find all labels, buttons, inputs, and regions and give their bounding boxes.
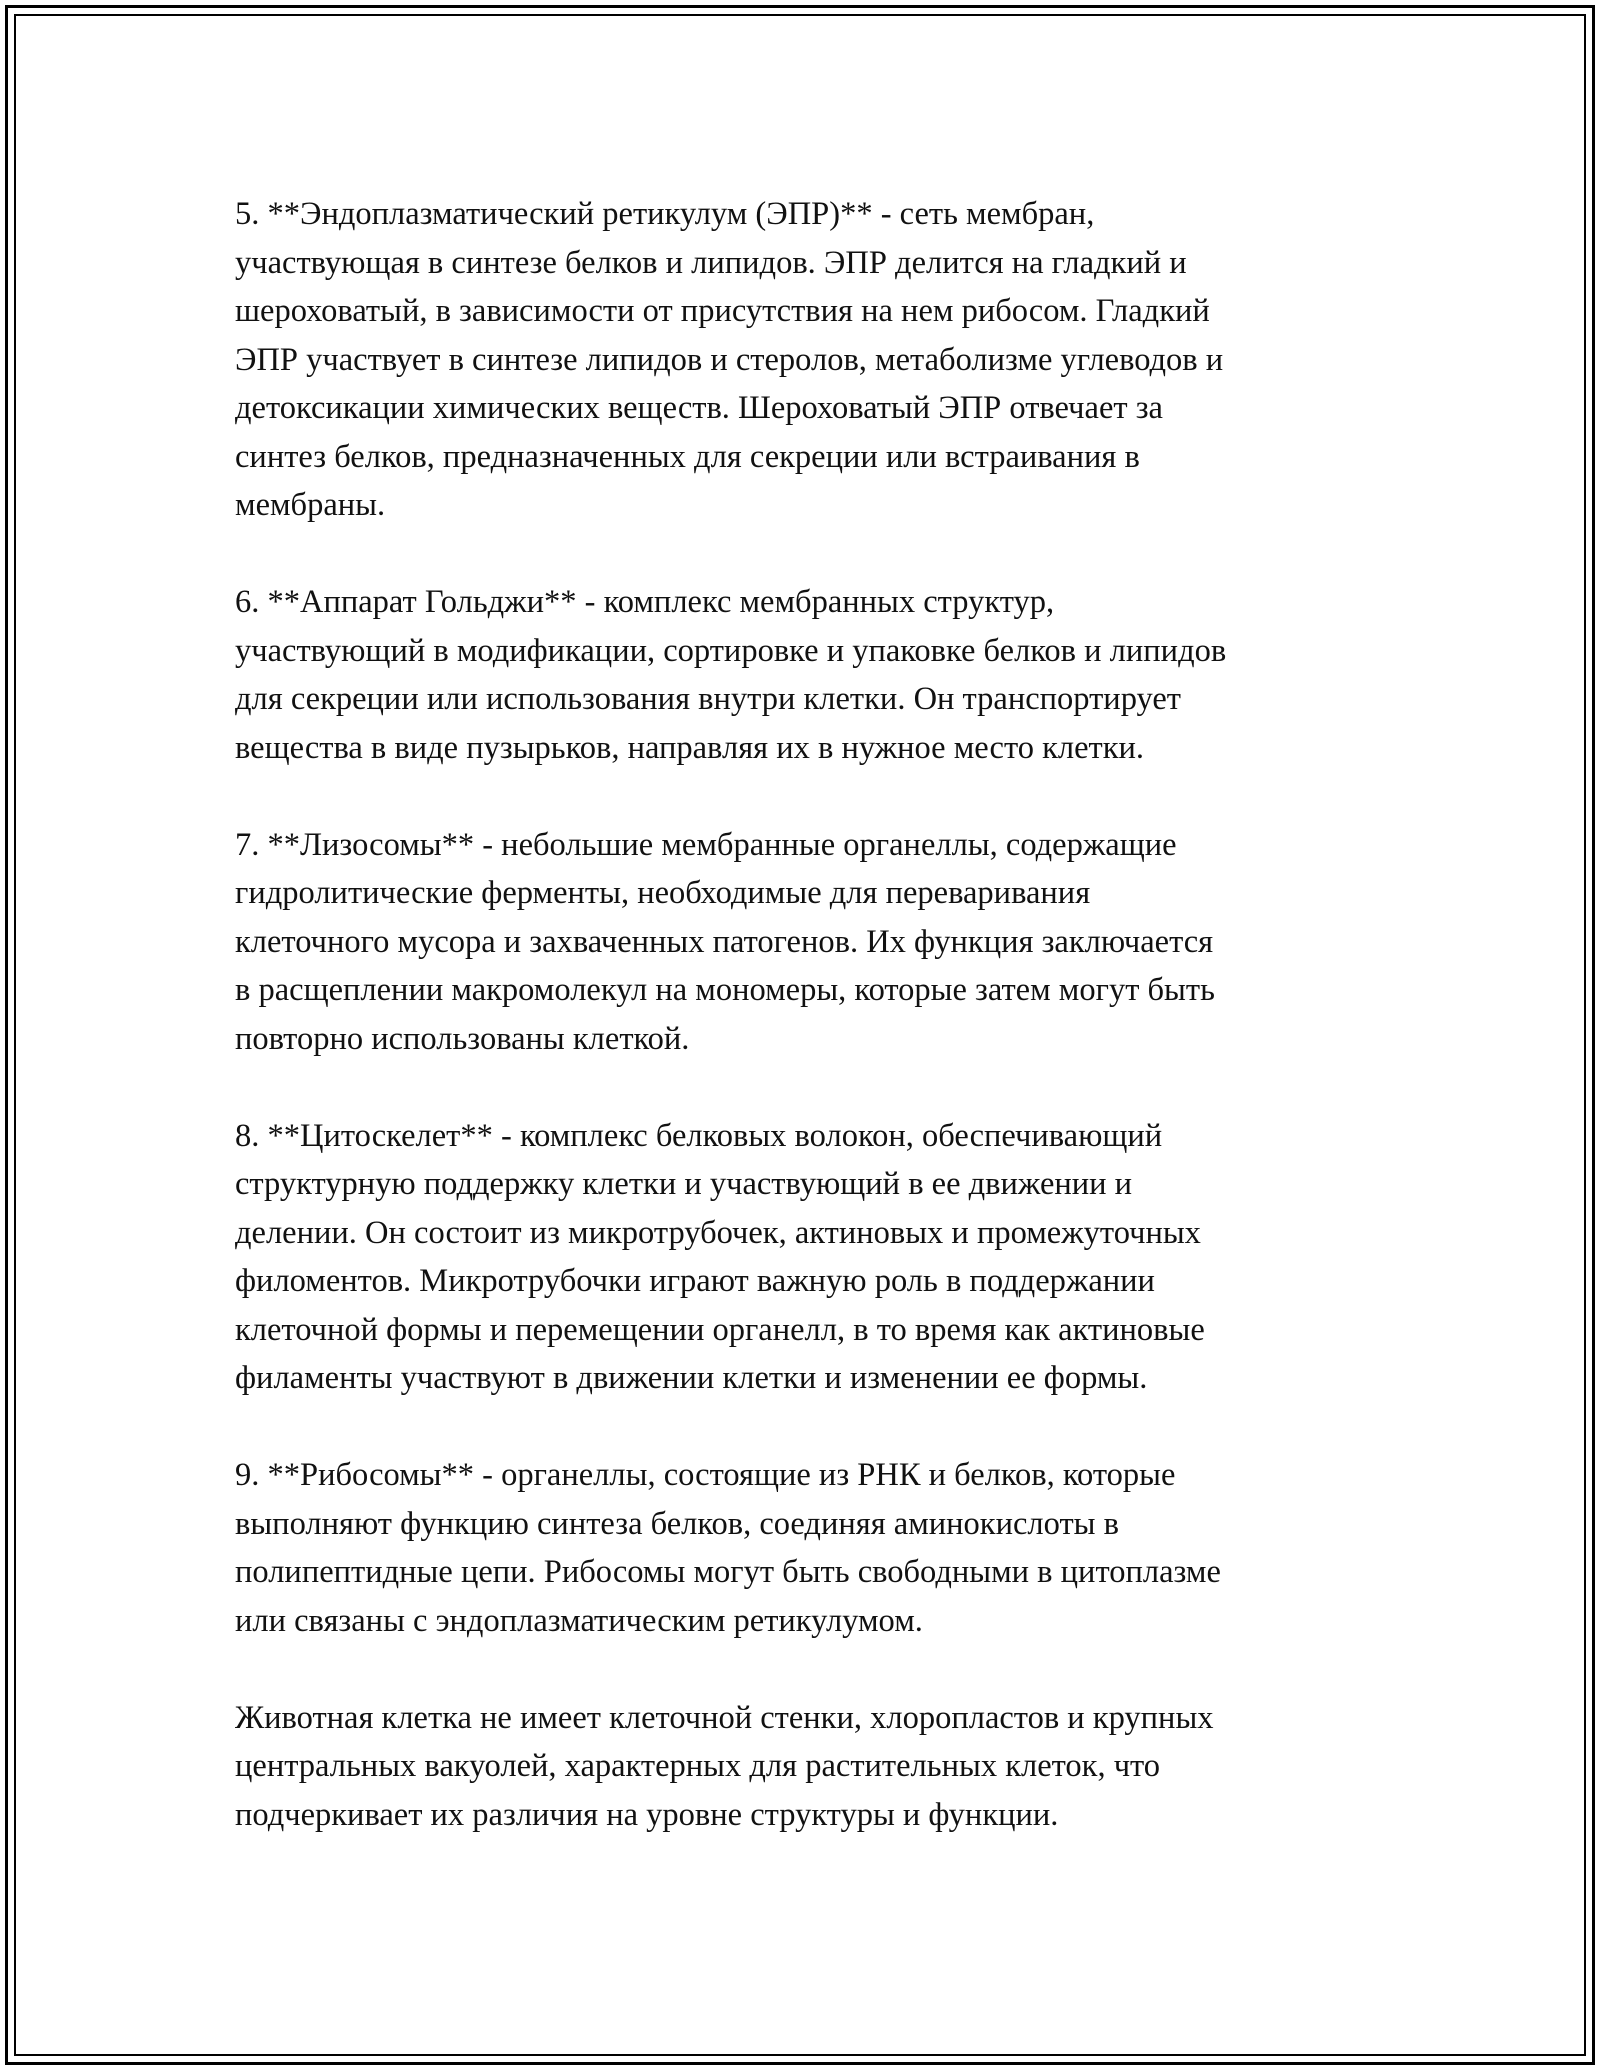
text-line: в расщеплении макромолекул на мономеры, которые затем могут быть	[235, 972, 1215, 1008]
text-line: ЭПР участвует в синтезе липидов и стеролов, метаболизме углеводов и	[235, 341, 1224, 378]
text-line: 5. **Эндоплазматический ретикулум (ЭПР)** - сеть мембран,	[235, 196, 1095, 232]
text-line: клеточного мусора и захваченных патогенов. Их функция заключается	[235, 923, 1214, 960]
text-line: Животная клетка не имеет клеточной стенки, хлоропластов и крупных	[235, 1699, 1214, 1736]
text-line: делении. Он состоит из микротрубочек, актиновых и промежуточных	[235, 1214, 1201, 1251]
text-line: шероховатый, в зависимости от присутствия на нем рибосом. Гладкий	[235, 293, 1210, 329]
text-line: повторно использованы клеткой.	[235, 1020, 690, 1057]
text-line: полипептидные цепи. Рибосомы могут быть свободными в цитоплазме	[235, 1554, 1221, 1590]
text-line: или связаны с эндоплазматическим ретикулумом.	[235, 1602, 923, 1639]
paragraph-golgi-apparatus	[235, 578, 1435, 772]
paragraph-cytoskeleton	[235, 1112, 1435, 1403]
text-line: клеточной формы и перемещении органелл, в то время как актиновые	[235, 1311, 1205, 1348]
text-line: 6. **Аппарат Гольджи** - комплекс мембранных структур,	[235, 584, 1055, 620]
text-line: вещества в виде пузырьков, направляя их в нужное место клетки.	[235, 729, 1145, 766]
text-line: синтез белков, предназначенных для секреции или встраивания в	[235, 438, 1140, 475]
text-line: 7. **Лизосомы** - небольшие мембранные органеллы, содержащие	[235, 826, 1177, 863]
text-line: 8. **Цитоскелет** - комплекс белковых волокон, обеспечивающий	[235, 1117, 1163, 1154]
document-body	[235, 190, 1435, 1888]
paragraph-conclusion	[235, 1694, 1435, 1840]
text-line: подчеркивает их различия на уровне структуры и функции.	[235, 1796, 1059, 1833]
text-line: мембраны.	[235, 487, 386, 523]
text-line: структурную поддержку клетки и участвующий в ее движении и	[235, 1166, 1133, 1202]
text-line: участвующая в синтезе белков и липидов. ЭПР делится на гладкий и	[235, 244, 1187, 281]
text-line: центральных вакуолей, характерных для растительных клеток, что	[235, 1748, 1161, 1784]
text-line: филоментов. Микротрубочки играют важную роль в поддержании	[235, 1263, 1155, 1299]
text-line: гидролитические ферменты, необходимые для переваривания	[235, 875, 1091, 911]
paragraph-ribosomes	[235, 1451, 1435, 1645]
text-line: участвующий в модификации, сортировке и упаковке белков и липидов	[235, 632, 1227, 669]
text-line: выполняют функцию синтеза белков, соединяя аминокислоты в	[235, 1505, 1119, 1542]
text-line: 9. **Рибосомы** - органеллы, состоящие из РНК и белков, которые	[235, 1457, 1176, 1493]
paragraph-endoplasmic-reticulum	[235, 190, 1435, 530]
paragraph-lysosomes	[235, 821, 1435, 1064]
text-line: детоксикации химических веществ. Шероховатый ЭПР отвечает за	[235, 390, 1163, 426]
text-line: филаменты участвуют в движении клетки и изменении ее формы.	[235, 1360, 1148, 1396]
text-line: для секреции или использования внутри клетки. Он транспортирует	[235, 681, 1181, 717]
